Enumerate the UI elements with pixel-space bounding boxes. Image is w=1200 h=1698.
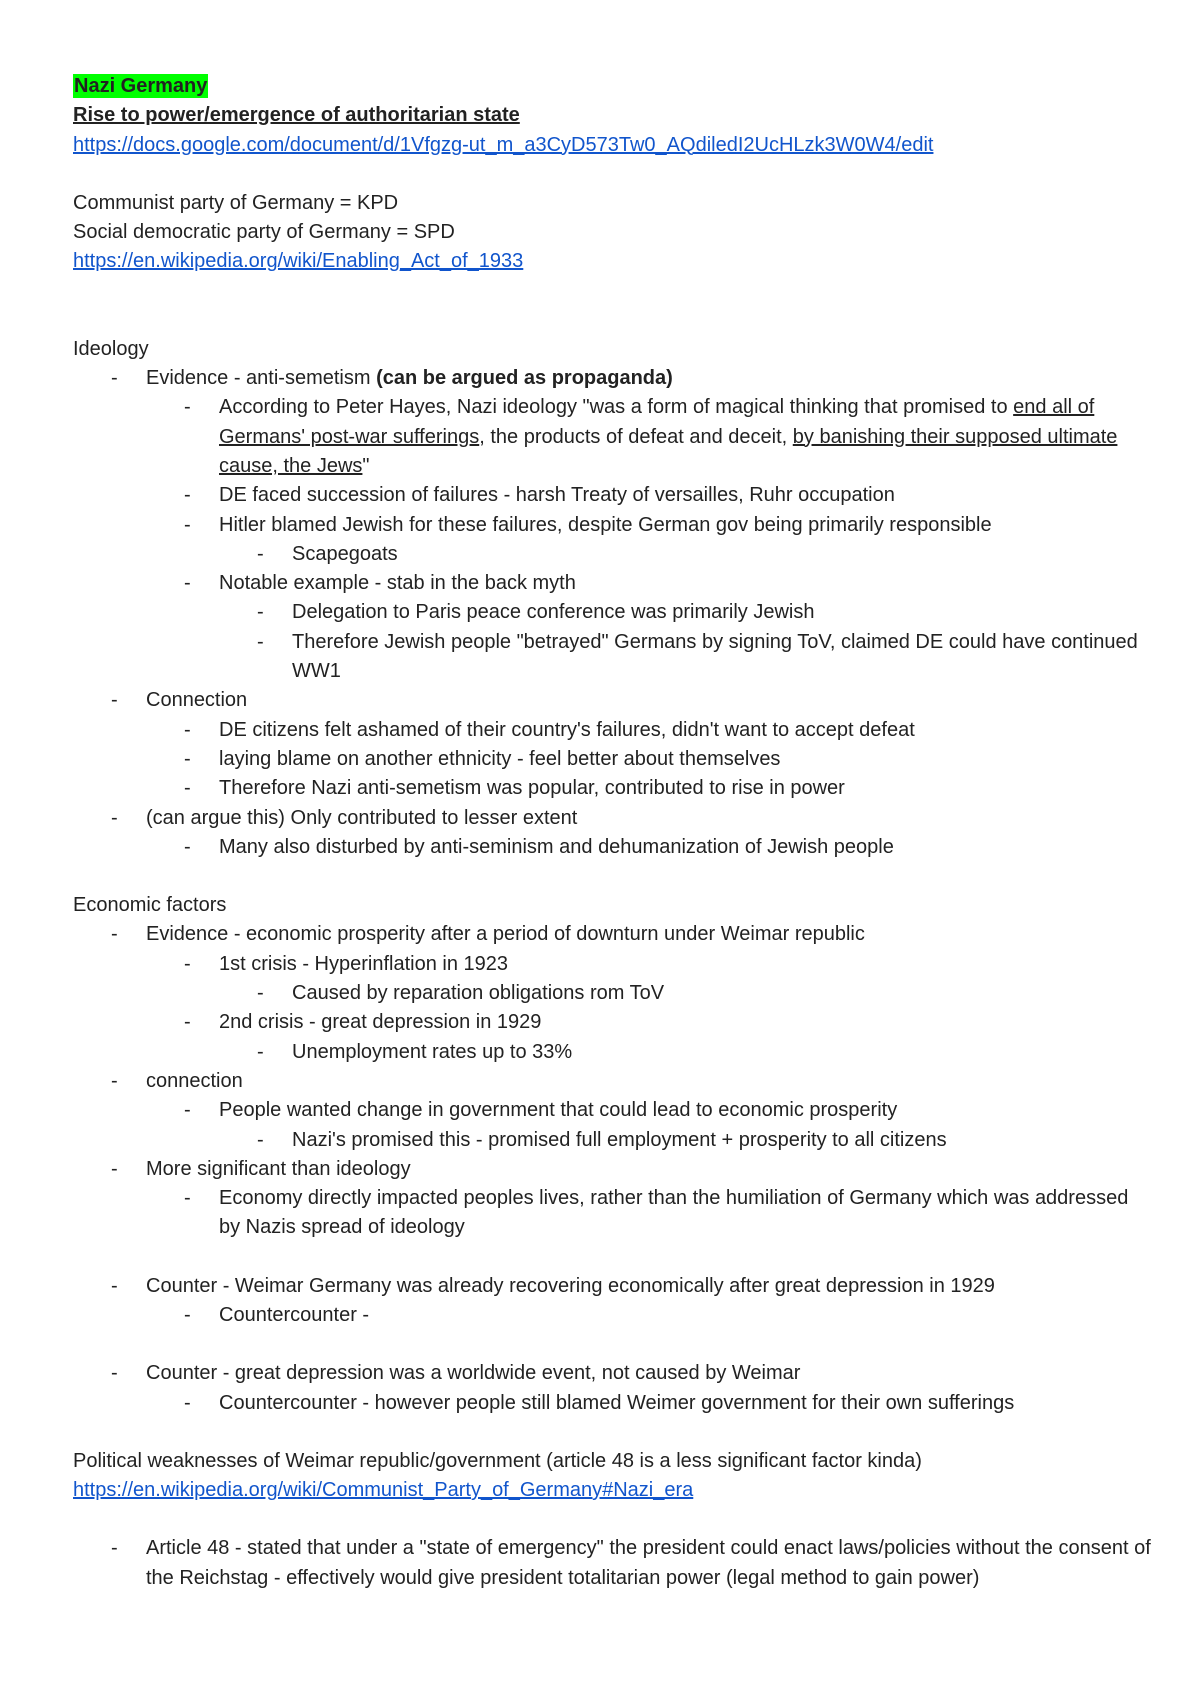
- enabling-act-link[interactable]: https://en.wikipedia.org/wiki/Enabling_Act_of_1933: [73, 250, 524, 273]
- blamed-item: Hitler blamed Jewish for these failures, despite German gov being primarily responsible: [219, 513, 992, 536]
- crisis2-item: 2nd crisis - great depression in 1929: [219, 1011, 542, 1034]
- list-item: [73, 1038, 1153, 1067]
- counter2-item: Counter - great depression was a worldwide event, not caused by Weimar: [146, 1362, 801, 1385]
- bullet-dash: -: [184, 777, 191, 800]
- list-item: [73, 1534, 1153, 1593]
- list-item: [73, 1096, 1153, 1125]
- scapegoats-item: Scapegoats: [292, 542, 398, 565]
- list-item: [73, 569, 1153, 598]
- list-item: [73, 1008, 1153, 1037]
- ideology-evidence: Evidence - anti-semetism: [146, 367, 377, 390]
- unemployment-item: Unemployment rates up to 33%: [292, 1040, 573, 1063]
- bullet-dash: -: [184, 484, 191, 507]
- list-item: [73, 511, 1153, 540]
- political-heading: Political weaknesses of Weimar republic/government (article 48 is a less significant factor kinda): [73, 1449, 922, 1472]
- economic-heading: Economic factors: [73, 894, 227, 917]
- hayes-quote-c: , the products of defeat and deceit,: [479, 425, 793, 448]
- bullet-dash: -: [184, 1099, 191, 1122]
- bullet-dash: -: [111, 367, 118, 390]
- bullet-dash: -: [184, 1011, 191, 1034]
- list-item: [73, 979, 1153, 1008]
- bullet-dash: -: [184, 952, 191, 975]
- list-item: [73, 716, 1153, 745]
- significant-item: More significant than ideology: [146, 1157, 411, 1180]
- bullet-dash: -: [184, 835, 191, 858]
- communist-party-link[interactable]: https://en.wikipedia.org/wiki/Communist_Party_of_Germany#Nazi_era: [73, 1479, 694, 1502]
- list-item: [73, 833, 1153, 862]
- change-item: People wanted change in government that could lead to economic prosperity: [219, 1099, 898, 1122]
- bullet-dash: -: [111, 806, 118, 829]
- google-doc-link[interactable]: https://docs.google.com/document/d/1Vfgzg-ut_m_a3CyD573Tw0_AQdiledI2UcHLzk3W0W4/edit: [73, 133, 934, 156]
- promised-item: Nazi's promised this - promised full employment + prosperity to all citizens: [292, 1128, 947, 1151]
- hayes-quote-b: end all of Germans' post-war sufferings: [219, 396, 1095, 448]
- economic-connection: connection: [146, 1069, 243, 1092]
- popular-item: Therefore Nazi anti-semetism was popular, contributed to rise in power: [219, 777, 845, 800]
- document-body: [73, 72, 1153, 1593]
- doc-subtitle: Rise to power/emergence of authoritarian state: [73, 104, 520, 127]
- lesser-item: (can argue this) Only contributed to lesser extent: [146, 806, 578, 829]
- hayes-quote-a: According to Peter Hayes, Nazi ideology "was a form of magical thinking that promised to: [219, 396, 1014, 419]
- doc-title: Nazi Germany: [74, 75, 208, 97]
- laying-item: laying blame on another ethnicity - feel better about themselves: [219, 747, 781, 770]
- list-item: [73, 540, 1153, 569]
- reparation-item: Caused by reparation obligations rom ToV: [292, 982, 665, 1005]
- bullet-dash: -: [184, 747, 191, 770]
- failures-item: DE faced succession of failures - harsh Treaty of versailles, Ruhr occupation: [219, 484, 895, 507]
- bullet-dash: -: [111, 1537, 118, 1560]
- economy-item: Economy directly impacted peoples lives, rather than the humiliation of Germany which was addressed by Nazis spread of ideology: [219, 1187, 1129, 1239]
- bullet-dash: -: [184, 396, 191, 419]
- counter1-item: Counter - Weimar Germany was already recovering economically after great depression in 1929: [146, 1274, 995, 1297]
- hayes-quote-e: ": [362, 454, 370, 477]
- list-item: [73, 1359, 1153, 1388]
- stab-item: Notable example - stab in the back myth: [219, 572, 576, 595]
- bullet-dash: -: [184, 1303, 191, 1326]
- bullet-dash: -: [184, 1187, 191, 1210]
- crisis1-item: 1st crisis - Hyperinflation in 1923: [219, 952, 509, 975]
- list-item: [73, 598, 1153, 627]
- bullet-dash: -: [184, 718, 191, 741]
- hayes-quote-d: by banishing their supposed ultimate cause, the Jews: [219, 425, 1118, 477]
- list-item: [73, 950, 1153, 979]
- bullet-dash: -: [257, 1128, 264, 1151]
- ideology-evidence-note: (can be argued as propaganda): [376, 367, 673, 390]
- bullet-dash: -: [257, 982, 264, 1005]
- ideology-heading: Ideology: [73, 337, 149, 360]
- list-item: [73, 1301, 1153, 1330]
- bullet-dash: -: [257, 601, 264, 624]
- ashamed-item: DE citizens felt ashamed of their country's failures, didn't want to accept defeat: [219, 718, 915, 741]
- bullet-dash: -: [111, 689, 118, 712]
- bullet-dash: -: [111, 1069, 118, 1092]
- bullet-dash: -: [111, 1157, 118, 1180]
- list-item: [73, 628, 1153, 687]
- list-item: [73, 745, 1153, 774]
- bullet-dash: -: [111, 923, 118, 946]
- bullet-dash: -: [184, 572, 191, 595]
- countercounter1-item: Countercounter -: [219, 1303, 370, 1326]
- list-item: [73, 1184, 1153, 1243]
- spd-line: Social democratic party of Germany = SPD: [73, 221, 455, 244]
- list-item: [73, 1067, 1153, 1096]
- bullet-dash: -: [257, 630, 264, 653]
- betrayed-item: Therefore Jewish people "betrayed" Germans by signing ToV, claimed DE could have continued WW1: [292, 630, 1138, 683]
- bullet-dash: -: [184, 1391, 191, 1414]
- list-item: [73, 393, 1153, 481]
- bullet-dash: -: [257, 542, 264, 565]
- disturbed-item: Many also disturbed by anti-seminism and dehumanization of Jewish people: [219, 835, 894, 858]
- bullet-dash: -: [111, 1274, 118, 1297]
- bullet-dash: -: [184, 513, 191, 536]
- delegation-item: Delegation to Paris peace conference was primarily Jewish: [292, 601, 815, 624]
- bullet-dash: -: [257, 1040, 264, 1063]
- list-item: [73, 774, 1153, 803]
- list-item: [73, 1126, 1153, 1155]
- list-item: [73, 920, 1153, 949]
- list-item: [73, 686, 1153, 715]
- list-item: [73, 804, 1153, 833]
- list-item: [73, 1389, 1153, 1418]
- list-item: [73, 364, 1153, 393]
- countercounter2-item: Countercounter - however people still blamed Weimer government for their own sufferings: [219, 1391, 1015, 1414]
- ideology-connection: Connection: [146, 689, 248, 712]
- article48-item: Article 48 - stated that under a "state of emergency" the president could enact laws/policies without the consent of the Reichstag - effectively would give president totalitarian power (legal method to gain power): [146, 1537, 1151, 1589]
- kpd-line: Communist party of Germany = KPD: [73, 191, 399, 214]
- list-item: [73, 481, 1153, 510]
- economic-evidence: Evidence - economic prosperity after a period of downturn under Weimar republic: [146, 923, 865, 946]
- list-item: [73, 1155, 1153, 1184]
- list-item: [73, 1272, 1153, 1301]
- bullet-dash: -: [111, 1362, 118, 1385]
